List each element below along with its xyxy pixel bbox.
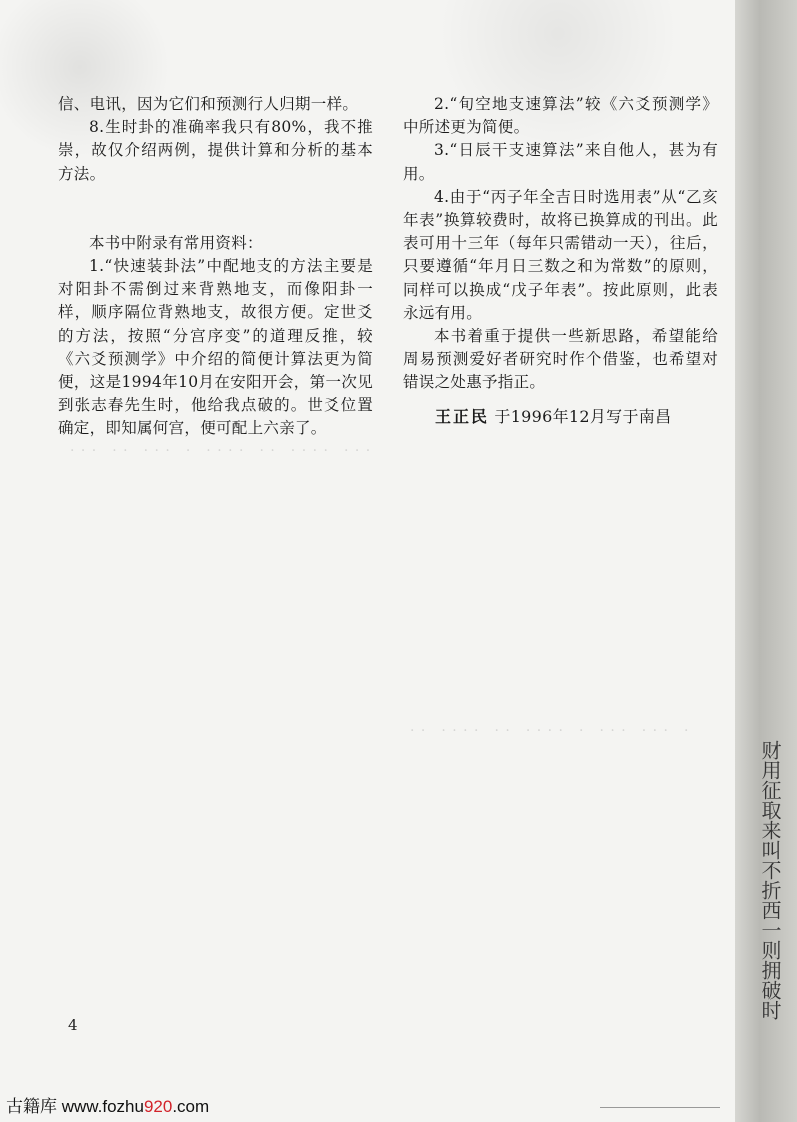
site-watermark [6, 1092, 209, 1117]
watermark-url-prefix: www.fozhu [61, 1097, 144, 1116]
paragraph: 8.生时卦的准确率我只有80%，我不推崇，故仅介绍两例，提供计算和分析的基本方法。 [58, 118, 373, 183]
spine-text: 财用征取来叫不折西一则拥破时 [758, 740, 782, 1020]
bleed-through-texture: · · · · · · · · · · · · · · · · · · · · · · [70, 443, 372, 459]
bleed-through-texture: · · · · · · · · · · · · · · · · · · · · [410, 723, 690, 739]
paragraph: 本书中附录有常用资料： [89, 233, 263, 252]
paragraph: 信、电讯，因为它们和预测行人归期一样。 [58, 95, 359, 113]
watermark-site-name: 古籍库 [6, 1097, 57, 1116]
bottom-divider [600, 1107, 720, 1108]
paragraph: 1.“快速装卦法”中配地支的方法主要是对阳卦不需倒过来背熟地支，而像阳卦一样，顺序隔位背熟地支，故很方便。定世爻的方法，按照“分宫序变”的道理反推，较《六爻预测学》中介绍的简便计算法更为简便，这是1994年10月在安阳开会，第一次见到张志春先生时，他给我点破的。世爻位置确定，即知属何宫，便可配上六亲了。 [58, 257, 373, 438]
paragraph: 2.“旬空地支速算法”较《六爻预测学》中所述更为简便。 [403, 95, 718, 137]
author-signature [403, 405, 718, 428]
watermark-url [62, 1097, 209, 1116]
paragraph: 本书着重于提供一些新思路，希望能给周易预测爱好者研究时作个借鉴，也希望对错误之处惠予指正。 [403, 327, 718, 392]
watermark-url-suffix: .com [172, 1097, 210, 1116]
watermark-url-accent: 920 [143, 1097, 173, 1116]
author-name: 王正民 [435, 406, 490, 426]
signature-date: 于1996年12月写于南昌 [494, 406, 672, 426]
page-number: 4 [68, 1016, 78, 1034]
paragraph: 4.由于“丙子年全吉日时选用表”从“乙亥年表”换算较费时，故将已换算成的刊出。此表可用十三年（每年只需错动一天），往后，只要遵循“年月日三数之和为常数”的原则，同样可以换成“戊子年表”。按此原则，此表永远有用。 [403, 187, 718, 322]
left-text-column [58, 93, 373, 441]
paragraph: 3.“日辰干支速算法”来自他人，甚为有用。 [403, 141, 718, 183]
right-text-column [403, 93, 718, 428]
